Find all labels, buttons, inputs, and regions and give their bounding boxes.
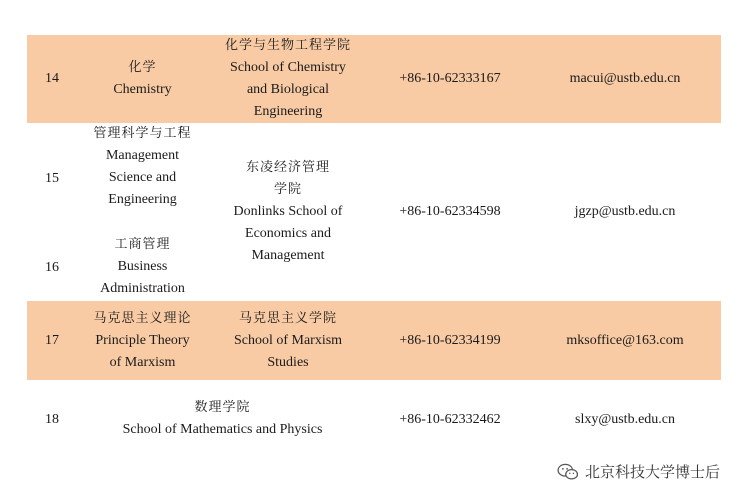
school-cell: [210, 308, 366, 374]
school-name-en: School of Mathematics and Physics: [122, 422, 323, 437]
school-name-en-line2: Studies: [267, 355, 309, 370]
major-cell: [80, 234, 205, 300]
major-name-zh: 马克思主义理论: [93, 311, 192, 326]
row-number: 15: [45, 171, 59, 186]
major-name-en-line3: Engineering: [108, 192, 177, 207]
phone-cell: +86-10-62332462: [399, 412, 501, 427]
school-name-en-line3: Management: [251, 248, 325, 263]
school-name-en-line1: Donlinks School of: [233, 204, 343, 219]
row-number: 17: [45, 333, 59, 348]
major-name-en-line1: Management: [105, 148, 180, 163]
email-cell: macui@ustb.edu.cn: [569, 71, 681, 86]
watermark: [557, 461, 720, 482]
major-name-en-line2: Science and: [108, 170, 177, 185]
phone-cell: +86-10-62333167: [399, 71, 501, 86]
major-name-en-line1: Principle Theory: [95, 333, 190, 348]
school-name-zh-line1: 东凌经济管理: [245, 160, 330, 175]
school-name-zh-line2: 学院: [273, 182, 302, 197]
school-name-zh: 马克思主义学院: [238, 311, 337, 326]
row-number: 14: [45, 71, 59, 86]
school-cell: [210, 35, 366, 123]
major-cell: [80, 123, 205, 211]
phone-cell: +86-10-62334199: [399, 333, 501, 348]
major-name-en: Chemistry: [113, 82, 172, 97]
wechat-icon: [557, 463, 579, 481]
major-name-en-line2: Administration: [100, 281, 185, 296]
school-name-en-line1: School of Marxism: [233, 333, 343, 348]
school-name-zh: 数理学院: [194, 400, 251, 415]
major-cell: [80, 57, 205, 101]
major-name-en-line1: Business: [117, 259, 168, 274]
school-name-en-line3: Engineering: [253, 104, 323, 119]
major-name-zh: 化学: [128, 60, 157, 75]
school-name-en-line2: Economics and: [245, 226, 331, 241]
phone-cell: +86-10-62334598: [399, 204, 501, 219]
email-cell: jgzp@ustb.edu.cn: [574, 204, 676, 219]
school-name-en-line2: and Biological: [246, 82, 330, 97]
email-cell: slxy@ustb.edu.cn: [575, 412, 675, 427]
row-number: 18: [45, 412, 59, 427]
school-cell: [95, 397, 350, 441]
school-name-zh: 化学与生物工程学院: [224, 38, 351, 53]
school-name-en-line1: School of Chemistry: [230, 60, 346, 75]
row-number: 16: [45, 260, 59, 275]
school-cell: [210, 157, 366, 267]
watermark-text: 北京科技大学博士后: [584, 463, 720, 481]
email-cell: mksoffice@163.com: [566, 333, 684, 348]
major-name-zh: 工商管理: [114, 237, 171, 252]
major-name-en-line2: of Marxism: [109, 355, 176, 370]
major-cell: [80, 308, 205, 374]
major-name-zh: 管理科学与工程: [93, 126, 192, 141]
